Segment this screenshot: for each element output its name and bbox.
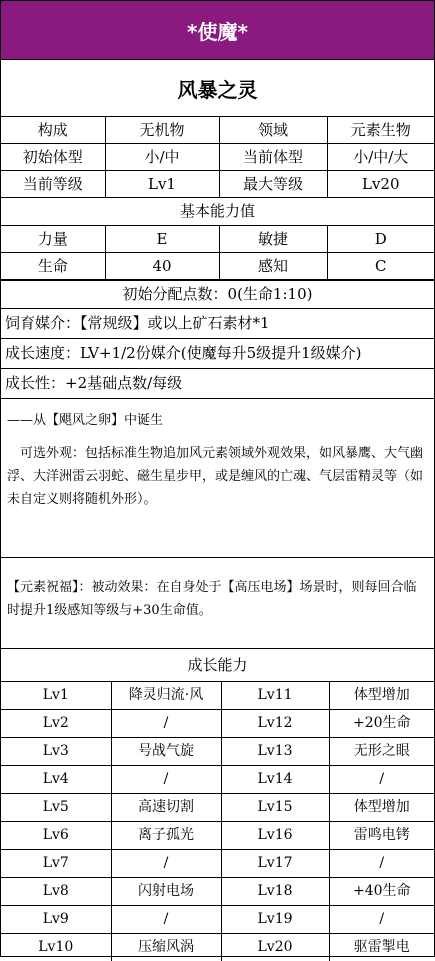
- ability-row: [1, 226, 434, 253]
- ability-row-cell: 力量: [1, 226, 105, 253]
- basic-info-row-cell: 最大等级: [219, 171, 327, 198]
- growth-row-cell: Lv4: [1, 766, 111, 794]
- growth-row-cell: 驱雷掣电: [329, 934, 434, 961]
- growth-row-cell: 雷鸣电铐: [329, 822, 434, 850]
- basic-info-row: [1, 171, 434, 198]
- growth-row-cell: Lv9: [1, 906, 111, 934]
- sheet-title: *使魔*: [1, 1, 434, 60]
- growth-row-cell: 高速切割: [111, 794, 221, 822]
- description-block: [1, 399, 434, 558]
- growth-row-cell: +20生命: [329, 710, 434, 738]
- basic-info-row-cell: 初始体型: [1, 144, 105, 171]
- growth-row-cell: 降灵归流·风: [111, 682, 221, 710]
- growth-row-cell: 体型增加: [329, 794, 434, 822]
- growth-row-cell: 体型增加: [329, 682, 434, 710]
- growth-row-cell: Lv2: [1, 710, 111, 738]
- growth-row-cell: Lv11: [221, 682, 329, 710]
- basic-info-row-cell: 小/中/大: [327, 144, 434, 171]
- initial-points: 初始分配点数：0(生命1:10): [1, 280, 434, 309]
- abilities-table: [1, 226, 434, 280]
- blessing-block: [1, 558, 434, 649]
- basic-info-row-cell: Lv20: [327, 171, 434, 198]
- growth-row-cell: Lv18: [221, 878, 329, 906]
- growth-row-cell: Lv6: [1, 822, 111, 850]
- growth-row: [1, 710, 434, 738]
- ability-row: [1, 253, 434, 280]
- basic-info-row-cell: Lv1: [105, 171, 219, 198]
- basic-info-row-cell: 当前等级: [1, 171, 105, 198]
- growth-row-cell: Lv17: [221, 850, 329, 878]
- growth-row-cell: 离子孤光: [111, 822, 221, 850]
- basic-info-row-cell: 无机物: [105, 117, 219, 144]
- growth-row-cell: /: [329, 850, 434, 878]
- growth-rate: 成长性：+2基础点数/每级: [1, 369, 434, 399]
- feed-medium: 饲育媒介：【常规级】或以上矿石素材*1: [1, 309, 434, 339]
- growth-row-cell: /: [329, 906, 434, 934]
- growth-row-cell: Lv15: [221, 794, 329, 822]
- growth-row-cell: Lv20: [221, 934, 329, 961]
- growth-row-cell: 闪射电场: [111, 878, 221, 906]
- appearance-text: 可选外观：包括标准生物追加风元素领域外观效果，如风暴鹰、大气幽浮、大洋洲雷云羽蛇、磁生星步甲，或是缠风的亡魂、气层雷精灵等（如未自定义则将随机外形）。: [7, 442, 428, 511]
- growth-speed: 成长速度：LV+1/2份媒介(使魔每升5级提升1级媒介): [1, 339, 434, 369]
- growth-row-cell: 无形之眼: [329, 738, 434, 766]
- growth-row-cell: /: [111, 850, 221, 878]
- growth-row-cell: Lv16: [221, 822, 329, 850]
- growth-row-cell: /: [111, 710, 221, 738]
- growth-row-cell: /: [111, 906, 221, 934]
- growth-row-cell: Lv1: [1, 682, 111, 710]
- growth-title: 成长能力: [1, 649, 434, 682]
- basic-info-row-cell: 当前体型: [219, 144, 327, 171]
- ability-row-cell: 40: [105, 253, 219, 280]
- growth-row-cell: 压缩风涡: [111, 934, 221, 961]
- basic-info-row: [1, 144, 434, 171]
- abilities-title: 基本能力值: [1, 198, 434, 226]
- growth-row: [1, 682, 434, 710]
- growth-row: [1, 766, 434, 794]
- growth-table: [1, 682, 434, 961]
- ability-row-cell: E: [105, 226, 219, 253]
- basic-info-row: [1, 117, 434, 144]
- growth-row: [1, 906, 434, 934]
- familiar-name: 风暴之灵: [1, 60, 434, 117]
- growth-row-cell: Lv13: [221, 738, 329, 766]
- growth-row: [1, 850, 434, 878]
- growth-row-cell: Lv12: [221, 710, 329, 738]
- growth-row-cell: Lv5: [1, 794, 111, 822]
- growth-row-cell: Lv14: [221, 766, 329, 794]
- growth-row-cell: Lv3: [1, 738, 111, 766]
- basic-info-row-cell: 领域: [219, 117, 327, 144]
- growth-row: [1, 794, 434, 822]
- growth-row-cell: Lv19: [221, 906, 329, 934]
- ability-row-cell: 生命: [1, 253, 105, 280]
- basic-info-row-cell: 构成: [1, 117, 105, 144]
- growth-row-cell: /: [329, 766, 434, 794]
- basic-info-row-cell: 元素生物: [327, 117, 434, 144]
- growth-row-cell: +40生命: [329, 878, 434, 906]
- basic-info-table: [1, 117, 434, 198]
- growth-row: [1, 738, 434, 766]
- basic-info-row-cell: 小/中: [105, 144, 219, 171]
- ability-row-cell: D: [327, 226, 434, 253]
- growth-row: [1, 878, 434, 906]
- growth-row: [1, 822, 434, 850]
- ability-row-cell: 感知: [219, 253, 327, 280]
- growth-row-cell: Lv7: [1, 850, 111, 878]
- growth-row-cell: Lv8: [1, 878, 111, 906]
- growth-row-cell: 号战气旋: [111, 738, 221, 766]
- origin-text: ——从【飓风之卵】中诞生: [7, 409, 428, 432]
- blessing-text: 【元素祝福】：被动效果：在自身处于【高压电场】场景时，则每回合临时提升1级感知等级与+30生命值。: [7, 576, 428, 622]
- ability-row-cell: 敏捷: [219, 226, 327, 253]
- growth-row-cell: /: [111, 766, 221, 794]
- ability-row-cell: C: [327, 253, 434, 280]
- growth-row-cell: Lv10: [1, 934, 111, 961]
